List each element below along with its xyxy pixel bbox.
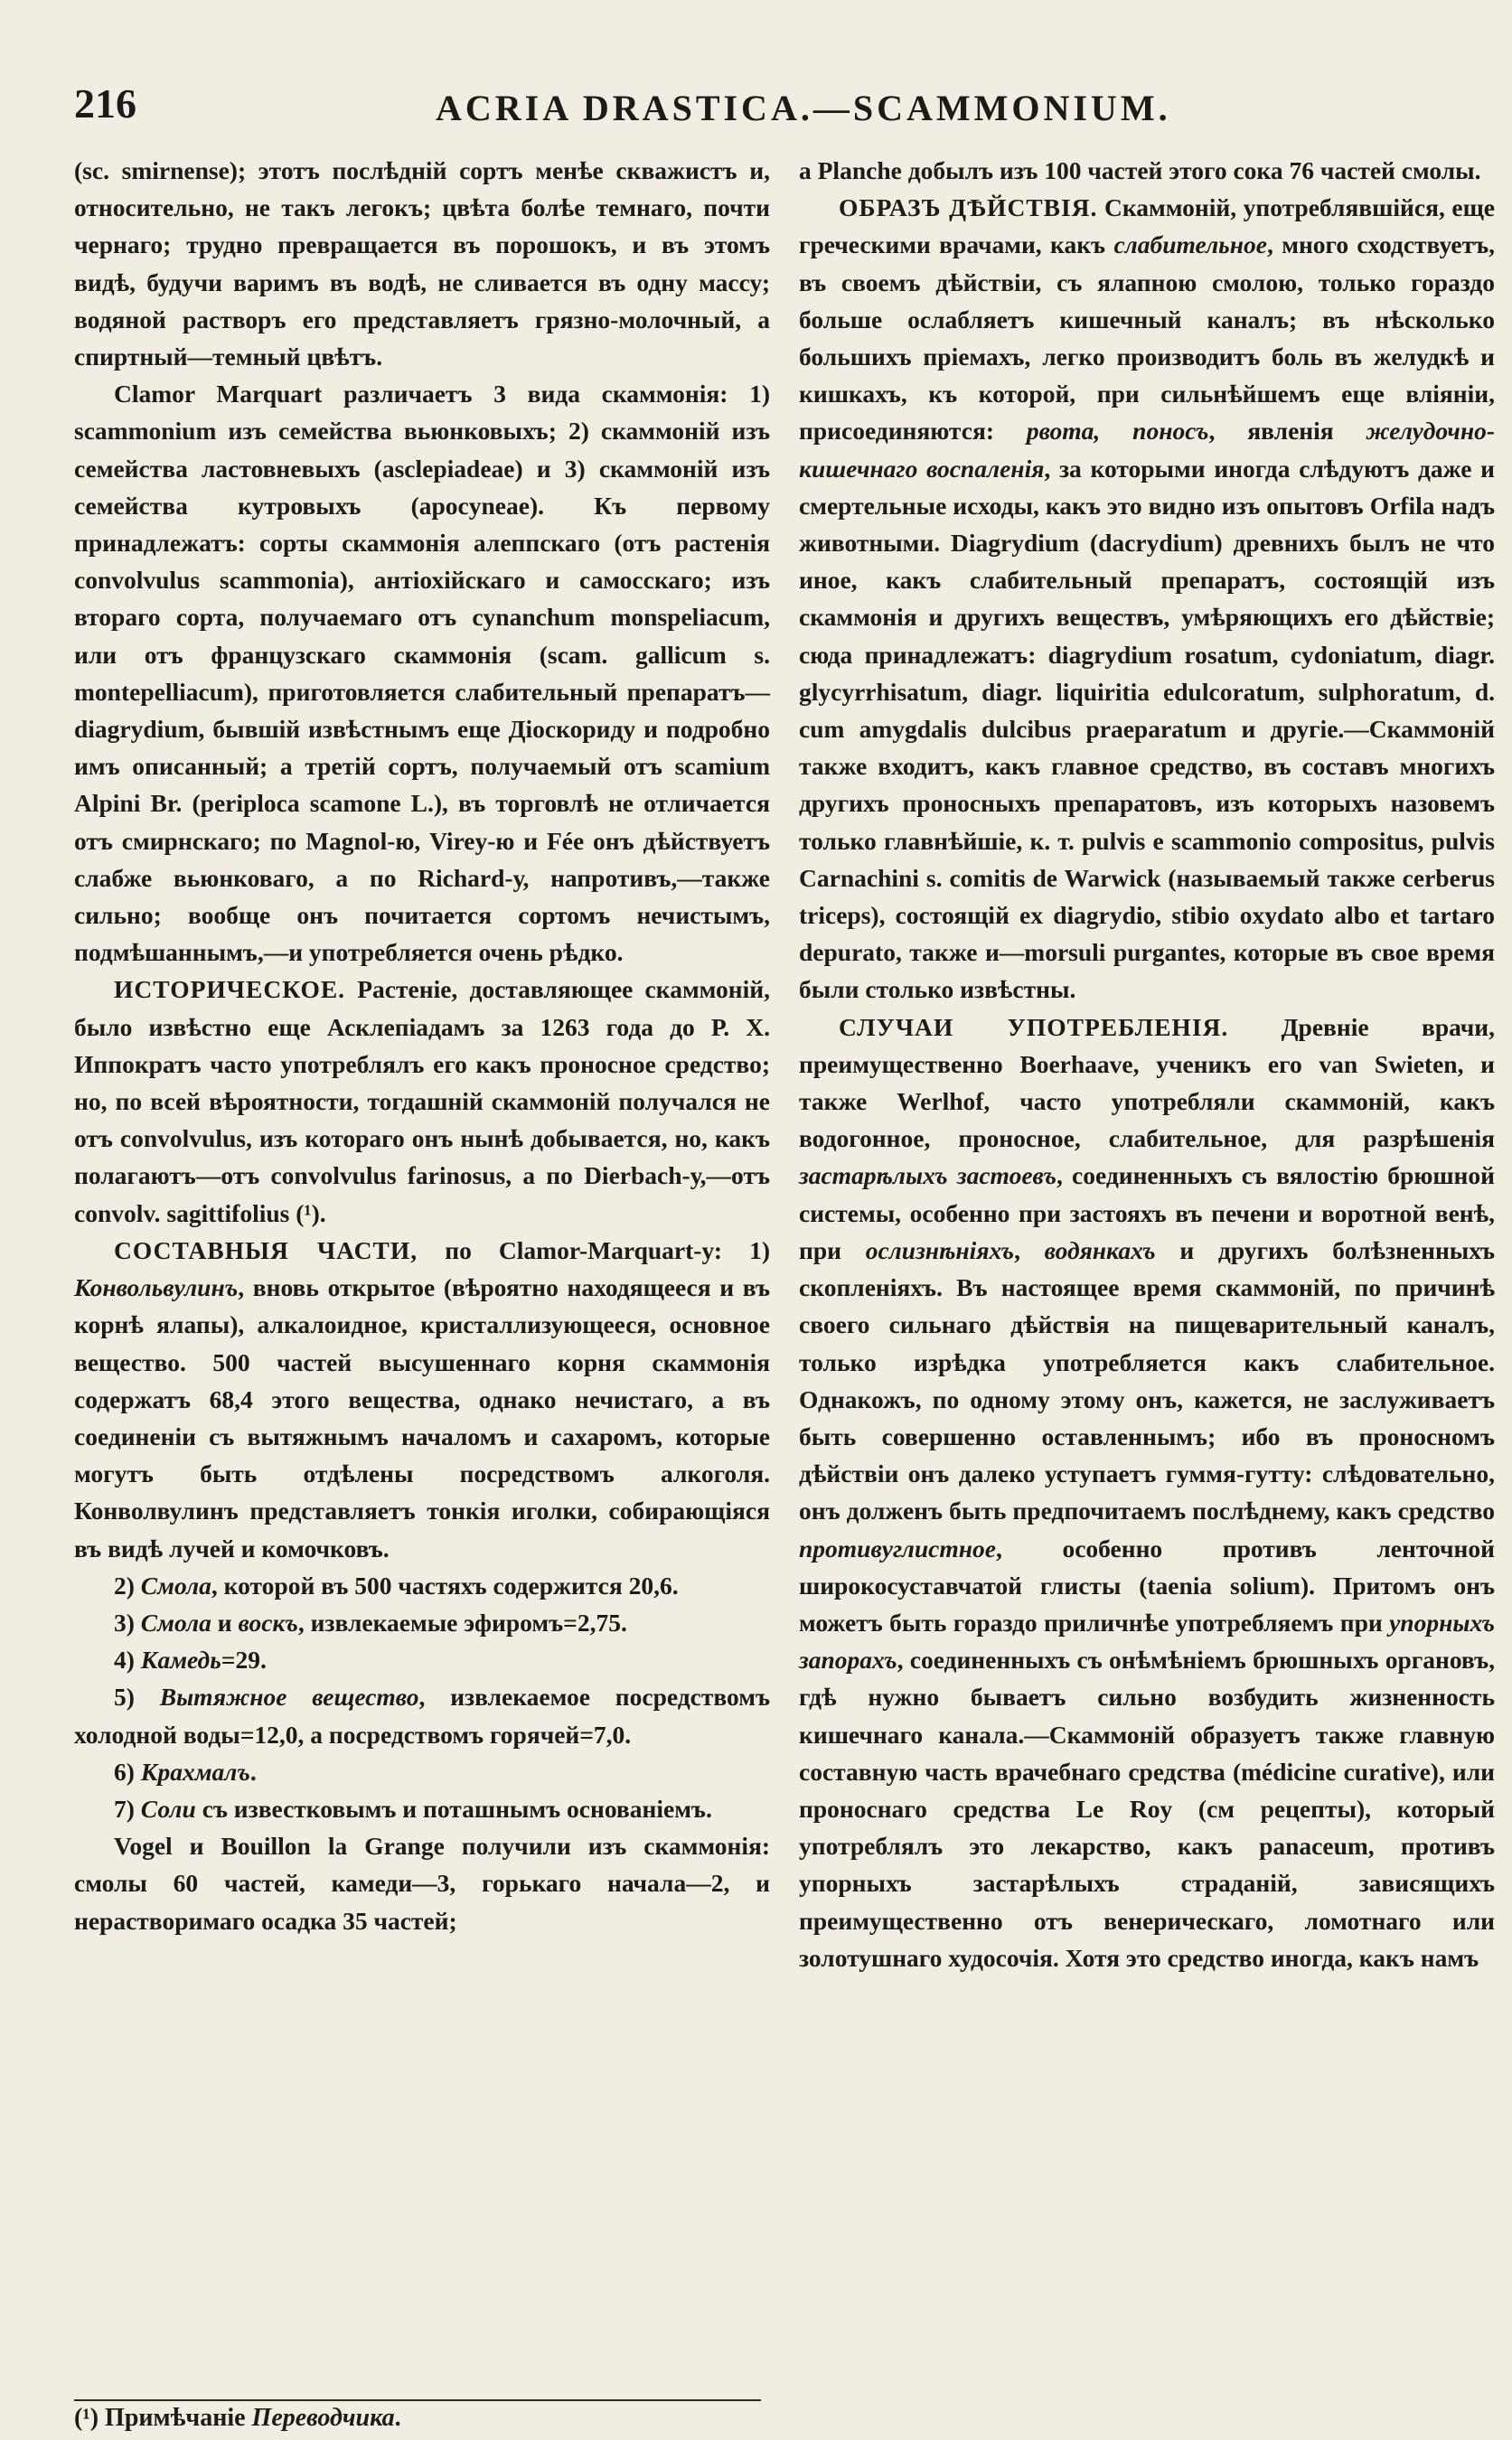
text-run: , соединенныхъ съ вялостію брюшной системы, особенно при застояхъ въ печени и воротной венѣ, при xyxy=(799,1161,1495,1264)
section-heading: ОБРАЗЪ ДѢЙСТВІЯ. xyxy=(839,193,1098,222)
text-run: 2) xyxy=(114,1571,141,1600)
text-run: 4) xyxy=(114,1646,141,1675)
text-run: , за которыми иногда слѣдуютъ даже и смертельные исходы, какъ это видно изъ опытовъ Orfila надъ животными. Diagrydium (dacrydium) древнихъ былъ не что иное, какъ слабительный препаратъ, состоящій изъ скаммонія и другихъ веществъ, умѣряющихъ его дѣйствіе; сюда принадлежатъ: diagrydium rosatum, cydoniatum, diagr. glycyrrhisatum, diagr. liquiritia edulcoratum, sulphoratum, d. cum amygdalis dulcibus praeparatum и другіе.—Скаммоній также входитъ, какъ главное средство, въ составъ многихъ другихъ проносныхъ препаратовъ, изъ которыхъ назовемъ только главнѣйшіе, к. т. pulvis e scammonio compositus, pulvis Carnachini s. comitis de Warwick (называемый также cerberus triceps), состоящій ex diagrydio, stibio oxydato albo et tartaro depurato, также и—morsuli purgantes, которые въ свое время были столько извѣстны. xyxy=(799,454,1495,1004)
text-run: 5) xyxy=(114,1683,160,1712)
italic-term: ослизнѣніяхъ xyxy=(865,1235,1015,1264)
italic-term: Вытяжное вещество xyxy=(159,1683,419,1712)
text-run: , извлекаемые эфиромъ=2,75. xyxy=(297,1608,627,1637)
footnote-translator: Переводчика xyxy=(251,2404,395,2432)
text-run: , особенно противъ ленточной широкосуставчатой глисты (taenia solium). Притомъ онъ можетъ быть гораздо приличнѣе употребляемъ при xyxy=(799,1534,1495,1637)
italic-term: водянкахъ xyxy=(1044,1235,1156,1264)
text-run: и другихъ болѣзненныхъ скопленіяхъ. Въ настоящее время скаммоній, по причинѣ своего сильнаго дѣйствія на пищеварительный каналъ, только изрѣдка употребляется какъ слабительное. Однакожъ, по одному этому онъ, кажется, не заслуживаетъ быть совершенно оставленнымъ; ибо въ проносномъ дѣйствіи онъ далеко уступаетъ гуммя-гутту: слѣдовательно, онъ долженъ быть предпочитаемъ послѣднему, какъ средство xyxy=(799,1235,1496,1525)
italic-term: Смола xyxy=(140,1571,211,1600)
italic-term: рвота, поносъ xyxy=(1026,417,1209,446)
text-run: Vogel и Bouillon la Grange получили изъ скаммонія: смолы 60 частей, камеди—3, горькаго начала—2, и нерастворимаго осадка 35 частей; xyxy=(74,1832,770,1935)
footnote-marker: (¹) xyxy=(74,2404,99,2432)
section-heading: ИСТОРИЧЕСКОЕ. xyxy=(114,975,346,1004)
italic-term: Крахмалъ xyxy=(140,1757,250,1786)
section-heading: СОСТАВНЫЯ ЧАСТИ, xyxy=(114,1235,418,1264)
paragraph xyxy=(799,152,1495,189)
text-run: 7) xyxy=(114,1794,141,1823)
text-run: =29. xyxy=(221,1646,267,1675)
running-title: ACRIA DRASTICA.—SCAMMONIUM. xyxy=(436,88,1171,128)
text-run: Clamor Marquart различаетъ 3 вида скаммонія: 1) scammonium изъ семейства вьюнковыхъ; 2) скаммоній изъ семейства ластовневыхъ (asclepiadeae) и 3) скаммоній изъ семейства кутровыхъ (apocyneae). Къ первому принадлежатъ: сорты скаммонія алеппскаго (отъ растенія convolvulus scammonia), антіохійскаго и самосскаго; изъ втораго сорта, получаемаго отъ cynanchum monspeliacum, или отъ французскаго скаммонія (scam. gallicum s. montepelliacum), приготовляется слабительный препаратъ—diagrydium, бывшій извѣстнымъ еще Діоскориду и подробно имъ описанный; а третій сортъ, получаемый отъ scamium Alpini Br. (periploca scamone L.), въ торговлѣ не отличается отъ смирнскаго; по Magnol-ю, Virey-ю и Fée онъ дѣйствуетъ слабже вьюнковаго, а по Richard-у, напротивъ,—также сильно; вообще онъ почитается сортомъ нечистымъ, подмѣшаннымъ,—и употребляется очень рѣдко. xyxy=(74,380,770,967)
paragraph xyxy=(74,1641,770,1678)
paragraph xyxy=(74,1827,770,1939)
text-run: a Planche добылъ изъ 100 частей этого сока 76 частей смолы. xyxy=(799,156,1481,184)
italic-term: Соли xyxy=(140,1794,196,1823)
text-run: Растеніе, доставляющее скаммоній, было извѣстно еще Асклепіадамъ за 1263 года до Р. Х. Иппократъ часто употреблялъ его какъ проносное средство; но, по всей вѣроятности, тогдашній скаммоній получался не отъ convolvulus, изъ котораго онъ нынѣ добывается, но, какъ полагаютъ—отъ convolvulus farinosus, а по Dierbach-у,—отъ convolv. sagittifolius (¹). xyxy=(74,975,770,1227)
text-run: , много сходствуетъ, въ своемъ дѣйствіи, съ ялапною смолою, только гораздо больше ослабляетъ кишечный каналъ; въ нѣсколько большихъ пріемахъ, легко производитъ боль въ желудкѣ и кишкахъ, къ которой, при сильнѣйшемъ еще вліяніи, присоединяются: xyxy=(799,230,1495,446)
text-run: , вновь открытое (вѣроятно находящееся и въ корнѣ ялапы), алкалоидное, кристаллизующееся, основное вещество. 500 частей высушеннаго корня скаммонія содержатъ 68,4 этого вещества, однако нечистаго, а въ соединеніи съ вытяжнымъ началомъ и сахаромъ, которые могутъ быть отдѣлены посредствомъ алкоголя. Конволвулинъ представляетъ тонкія иголки, собирающіяся въ видѣ лучей и комочковъ. xyxy=(74,1273,770,1563)
paragraph xyxy=(74,971,770,1231)
paragraph xyxy=(799,189,1495,1008)
text-run: 6) xyxy=(114,1757,141,1786)
italic-term: воскъ xyxy=(238,1608,298,1637)
text-run: съ известковымъ и поташнымъ основаніемъ. xyxy=(195,1794,712,1823)
right-column xyxy=(799,152,1495,1976)
text-run: , извлекаемое посредствомъ холодной воды=12,0, а посредствомъ горячей=7,0. xyxy=(74,1683,770,1749)
text-run: и xyxy=(211,1608,239,1637)
section-heading: СЛУЧАИ УПОТРЕБЛЕНІЯ. xyxy=(839,1012,1229,1041)
text-run: . xyxy=(249,1757,257,1786)
paragraph xyxy=(74,1604,770,1641)
text-run: , xyxy=(1014,1235,1045,1264)
paragraph xyxy=(799,1009,1495,1976)
italic-term: слабительное xyxy=(1113,230,1267,259)
italic-term: упорныхъ запорахъ xyxy=(799,1608,1495,1675)
text-run: , которой въ 500 частяхъ содержится 20,6. xyxy=(211,1571,679,1600)
italic-term: Камедь xyxy=(140,1646,221,1675)
paragraph xyxy=(74,375,770,971)
text-run: 3) xyxy=(114,1608,141,1637)
footnote-divider xyxy=(74,2399,761,2401)
text-run: Скаммоній, употреблявшійся, еще греческими врачами, какъ xyxy=(799,193,1495,259)
footnote-end: . xyxy=(394,2404,401,2432)
footnote xyxy=(74,2404,401,2433)
text-run: (sc. smirnense); этотъ послѣдній сортъ менѣе скважистъ и, относительно, не такъ легокъ; цвѣта болѣе темнаго, почти чернаго; трудно превращается въ порошокъ, и въ этомъ видѣ, будучи варимъ въ водѣ, не сливается въ одну массу; водяной растворъ его представляетъ грязно-молочный, а спиртный—темный цвѣтъ. xyxy=(74,156,770,371)
text-run: по Clamor-Marquart-у: 1) xyxy=(418,1235,771,1264)
italic-term: желудочно-кишечнаго воспаленія xyxy=(799,417,1495,483)
italic-term: противуглистное xyxy=(799,1534,996,1563)
paragraph xyxy=(74,1678,770,1752)
italic-term: Смола xyxy=(140,1608,211,1637)
text-run: Древніе врачи, преимущественно Boerhaave, ученикъ его van Swieten, и также Werlhof, часто употребляли скаммоній, какъ водогонное, проносное, слабительное, для разрѣшенія xyxy=(799,1012,1495,1153)
paragraph xyxy=(74,1753,770,1790)
paragraph xyxy=(74,1567,770,1604)
page-header xyxy=(74,80,1485,134)
paragraph xyxy=(74,1232,770,1567)
footnote-text: Примѣчаніе xyxy=(105,2404,252,2432)
text-run: , соединенныхъ съ онѣмѣніемъ брюшныхъ органовъ, гдѣ нужно бываетъ сильно возбудить жизненность кишечнаго канала.—Скаммоній образуетъ также главную составную часть врачебнаго средства (médicine curative), или проноснаго средства Le Roy (см рецепты), который употреблялъ это лекарство, какъ panaceum, противъ упорныхъ застарѣлыхъ страданій, зависящихъ преимущественно отъ венерическаго, ломотнаго или золотушнаго худосочія. Хотя это средство иногда, какъ намъ xyxy=(799,1646,1495,1972)
italic-term: Конвольвулинъ xyxy=(74,1273,239,1302)
page-number: 216 xyxy=(74,80,136,127)
paragraph xyxy=(74,1790,770,1827)
text-run: , явленія xyxy=(1208,417,1366,446)
paragraph xyxy=(74,152,770,375)
italic-term: застарѣлыхъ застоевъ xyxy=(799,1161,1057,1190)
left-column xyxy=(74,152,770,1939)
